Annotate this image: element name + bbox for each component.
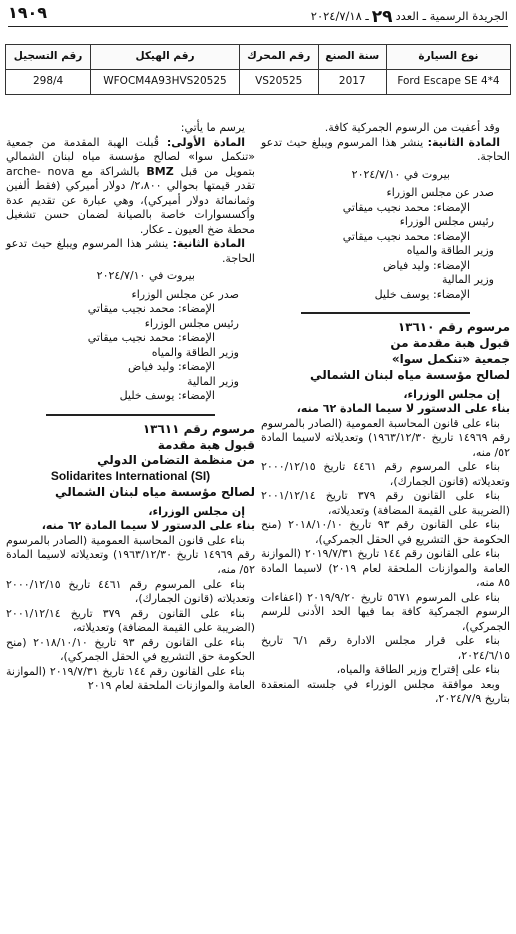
clause-4: بناء على القانون رقم ٩٣ تاريخ ٢٠١٨/١٠/١٠ (منح الحكومة حق التشريع في الحقل الجمركي)،: [261, 518, 510, 546]
clause-5: بناء على القانون رقم ١٤٤ تاريخ ٢٠١٩/٧/٣١ (الموازنة العامة والموازنات الملحقة لعام ٢٠١٩) لاسيما المادة ٨٥ منه،: [261, 547, 510, 590]
decree-subtitle-2: جمعية «تنكمل سوا»: [391, 351, 510, 366]
decree-intro: يرسم ما يأتي:: [180, 121, 245, 134]
customs-exemption: وقد أعفيت من الرسوم الجمركية كافة.: [324, 121, 500, 134]
article-2: [261, 136, 510, 165]
issued-by: صدر عن مجلس الوزراء: [131, 287, 239, 301]
clause-4: بناء على القانون رقم ٩٣ تاريخ ٢٠١٨/١٠/١٠ (منح الحكومة حق التشريع في الحقل الجمركي)،: [6, 635, 255, 664]
cell-chassis: WFOCM4A93HVS20525: [91, 70, 240, 95]
col-header-type: نوع السيارة: [386, 45, 510, 70]
issue-date: ـ ٢٠٢٤/٧/١٨: [310, 9, 369, 23]
clause-3: بناء على القانون رقم ٣٧٩ تاريخ ٢٠٠١/١٢/١٤ (الضريبة على القيمة المضافة) وتعديلاته،: [261, 489, 510, 517]
constitution-clause: بناء على الدستور لا سيما المادة ٦٢ منه،: [41, 519, 255, 533]
signature-4: الإمضاء: يوسف خليل: [119, 389, 215, 403]
article-2: [6, 237, 255, 266]
clause-5: بناء على القانون رقم ١٤٤ تاريخ ٢٠١٩/٧/٣١ (الموازنة العامة والموازنات الملحقة لعام ٢٠١٩: [6, 664, 255, 693]
signature-3: الإمضاء: وليد فياض: [383, 258, 470, 272]
council-heading: إن مجلس الوزراء،: [403, 387, 500, 401]
col-header-year: سنة الصنع: [318, 45, 386, 70]
page-number: ١٩٠٩: [8, 3, 48, 22]
table-header-row: [6, 45, 511, 70]
cell-year: 2017: [318, 70, 386, 95]
right-column: [261, 121, 510, 707]
energy-minister-title: وزير الطاقة والمياه: [406, 244, 494, 258]
article-1: [6, 136, 255, 238]
table-row: [6, 70, 511, 95]
cell-type: Ford Escape SE 4*4: [386, 70, 510, 95]
signature-4: الإمضاء: يوسف خليل: [374, 287, 470, 301]
clause-8: بناء على إقتراح وزير الطاقة والمياه،: [336, 663, 500, 677]
decree-subtitle-3: Solidarites International (SI): [50, 469, 211, 484]
decree-subtitle-4: لصالح مؤسسة مياه لبنان الشمالي: [55, 485, 255, 500]
decree-subtitle-3: لصالح مؤسسة مياه لبنان الشمالي: [310, 367, 510, 382]
energy-minister-title: وزير الطاقة والمياه: [151, 345, 239, 359]
article-1-text-b: بالشراكة مع arche- nova تقدر قيمتها بحوالي ٢،٨٠٠/ دولار أميركي (فقط ألفين وثمانمائة دولار أميركي)، وهي عبارة عن تقديم عدة وأكسسوارات خاصة بالصيانة لضمان حسن تشغيل محطة ضخ العيون ـ عكار.: [6, 164, 255, 236]
issued-by: صدر عن مجلس الوزراء: [386, 186, 494, 200]
finance-minister-title: وزير المالية: [187, 374, 239, 388]
signature-2: الإمضاء: محمد نجيب ميقاتي: [87, 331, 215, 345]
decree-title: مرسوم رقم ١٣٦١٠: [397, 320, 510, 335]
page-header: [8, 4, 508, 27]
pm-title: رئيس مجلس الوزراء: [399, 215, 494, 229]
date-line: بيروت في ٢٠٢٤/٧/١٠: [351, 167, 450, 181]
clause-2: بناء على المرسوم رقم ٤٤٦١ تاريخ ٢٠٠٠/١٢/١٥ وتعديلاته (قانون الجمارك)،: [6, 577, 255, 606]
article-2-label: المادة الثانية:: [427, 135, 500, 149]
article-1-label: المادة الأولى:: [166, 135, 245, 149]
clause-3: بناء على القانون رقم ٣٧٩ تاريخ ٢٠٠١/١٢/١٤ (الضريبة على القيمة المضافة) وتعديلاته،: [6, 606, 255, 635]
clause-1: بناء على قانون المحاسبة العمومية (الصادر بالمرسوم رقم ١٤٩٦٩ تاريخ ١٩٦٣/١٢/٣٠) وتعديلاته لاسيما المادة ٥٢/ منه،: [261, 416, 511, 459]
signature-1: الإمضاء: محمد نجيب ميقاتي: [342, 200, 470, 214]
clause-7: بناء على قرار مجلس الادارة رقم ٦/١ تاريخ ٢٠٢٤/٦/١٥،: [261, 634, 510, 662]
clause-6: بناء على المرسوم ٥٦٧١ تاريخ ٢٠١٩/٩/٢٠ (اعفاءات الرسوم الجمركية كافة بما فيها الحد الأدنى للرسم الجمركي)،: [261, 590, 510, 633]
issue-number: ٢٩: [371, 7, 393, 27]
constitution-clause: بناء على الدستور لا سيما المادة ٦٢ منه،: [296, 402, 510, 416]
signature-3: الإمضاء: وليد فياض: [128, 360, 215, 374]
decree-subtitle-1: قبول هبة مقدمة: [157, 437, 255, 452]
decree-title: مرسوم رقم ١٣٦١١: [142, 421, 255, 436]
council-heading: إن مجلس الوزراء،: [148, 504, 245, 518]
article-1-text-a: قُبلت الهبة المقدمة من جمعية «تنكمل سوا» لصالح مؤسسة مياه لبنان الشمالي بتمويل من قبل: [6, 135, 255, 178]
section-divider: [301, 312, 470, 314]
left-column: [6, 121, 255, 694]
vehicle-table: [5, 44, 511, 95]
article-2-label: المادة الثانية:: [172, 237, 245, 251]
clause-1: بناء على قانون المحاسبة العمومية (الصادر بالمرسوم رقم ١٤٩٦٩ تاريخ ١٩٦٣/١٢/٣٠) وتعديلاته لاسيما المادة ٥٢/ منه،: [6, 533, 256, 576]
pm-title: رئيس مجلس الوزراء: [144, 316, 239, 330]
decree-subtitle-2: من منظمة التضامن الدولي: [97, 453, 255, 468]
cell-engine: VS20525: [239, 70, 318, 95]
col-header-registration: رقم التسجيل: [6, 45, 91, 70]
gazette-name: الجريدة الرسمية ـ العدد: [395, 9, 508, 23]
col-header-chassis: رقم الهيكل: [91, 45, 240, 70]
signature-1: الإمضاء: محمد نجيب ميقاتي: [87, 302, 215, 316]
article-2-text: ينشر هذا المرسوم ويبلغ حيث تدعو الحاجة.: [6, 237, 255, 265]
col-header-engine: رقم المحرك: [239, 45, 318, 70]
decree-subtitle-1: قبول هبة مقدمة من: [390, 336, 510, 351]
clause-9: وبعد موافقة مجلس الوزراء في جلسته المنعقدة بتاريخ ٢٠٢٤/٧/٩،: [261, 677, 510, 706]
clause-2: بناء على المرسوم رقم ٤٤٦١ تاريخ ٢٠٠٠/١٢/١٥ وتعديلاته (قانون الجمارك)،: [261, 460, 510, 488]
finance-minister-title: وزير المالية: [442, 273, 494, 287]
date-line: بيروت في ٢٠٢٤/٧/١٠: [96, 269, 195, 283]
article-2-text: ينشر هذا المرسوم ويبلغ حيث تدعو الحاجة.: [261, 135, 510, 164]
section-divider: [46, 414, 215, 416]
signature-2: الإمضاء: محمد نجيب ميقاتي: [342, 229, 470, 243]
gazette-title: [311, 6, 508, 28]
cell-registration: 298/4: [6, 70, 91, 95]
bmz-label: BMZ: [146, 164, 174, 178]
